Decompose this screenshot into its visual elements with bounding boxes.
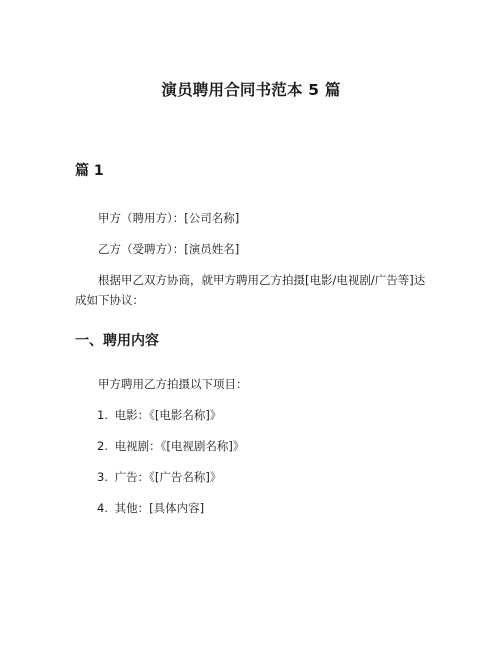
list-item [97,467,221,487]
list-item-number: 1. [97,408,108,422]
list-item-text: 其他：[具体内容] [114,501,205,515]
list-item [97,498,204,518]
list-item-number: 4. [97,501,108,515]
chapter-heading-1: 一、聘用内容 [75,333,159,349]
list-item-text: 电视剧：《[电视剧名称]》 [114,439,245,453]
party-a-line: 甲方（聘用方）：[公司名称] [98,211,240,225]
list-item-number: 2. [97,439,108,453]
intro-paragraph-line-2: 成如下协议： [75,293,144,307]
chapter-lead: 甲方聘用乙方拍摄以下项目： [98,377,248,391]
intro-paragraph-line-1: 根据甲乙双方协商，就甲方聘用乙方拍摄[电影/电视剧/广告等]达 [98,273,426,287]
list-item-text: 电影：《[电影名称]》 [114,408,222,422]
party-b-line: 乙方（受聘方）：[演员姓名] [98,242,240,256]
section-heading-1: 篇 1 [75,163,104,179]
list-item-number: 3. [97,470,108,484]
document-title: 演员聘用合同书范本 5 篇 [161,81,341,99]
list-item [97,405,221,425]
list-item [97,436,244,456]
list-item-text: 广告：《[广告名称]》 [114,470,222,484]
